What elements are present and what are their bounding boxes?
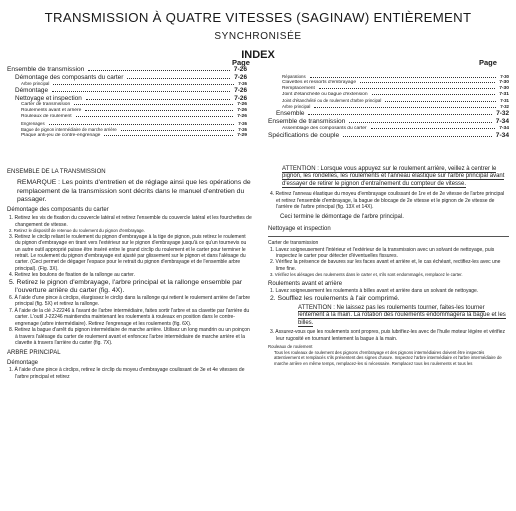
dot-leader	[74, 104, 233, 105]
toc-entry-title: Joint d'étanchéité ou bague d'extension	[282, 92, 368, 98]
dot-leader	[343, 136, 492, 137]
dot-leader	[121, 130, 235, 131]
toc-entry	[268, 118, 509, 126]
dot-leader	[88, 70, 229, 71]
attention-text: ATTENTION : Ne laissez pas les roulements tourner, faites-les tourner lentement à la main. La rotation des roulements endommagera la bague et les billes.	[298, 304, 506, 326]
dot-leader	[308, 114, 492, 115]
toc-entry	[268, 110, 509, 117]
dot-leader	[360, 82, 495, 83]
toc-entry-title: Ensemble de transmission	[268, 117, 346, 125]
page-column-label-left: Page	[232, 58, 250, 67]
toc-entry-title: Réparations	[282, 74, 306, 79]
toc-entry	[7, 74, 247, 81]
toc-entry-title: Démontage	[15, 87, 49, 95]
toc-entry	[7, 66, 247, 74]
subsection-heading: Démontage des composants du carter	[7, 207, 109, 214]
step-4: 4. Retirez les boulons de fixation de la rallonge au carter.	[9, 272, 135, 279]
toc-entry	[7, 87, 247, 94]
toc-entry-page: 7-26	[238, 120, 247, 126]
dot-leader	[319, 88, 495, 89]
dot-leader	[127, 78, 230, 79]
dot-leader	[349, 122, 491, 123]
subsection-heading: Roulements avant et arrière	[268, 280, 343, 287]
toc-left	[7, 66, 247, 139]
toc-entry-title: Joint d'étanchéité ou de roulement d'arbre principal	[282, 98, 382, 104]
toc-entry-page: 7-34	[499, 125, 509, 131]
toc-entry-page: 7-34	[495, 117, 509, 125]
toc-entry-title: Spécifications de couple	[268, 131, 340, 139]
step-3: 3. Retirez le circlip reliant le roulement du pignon d'embrayage à la tige de pignon, puis retirez le roulement du pignon d'embrayage en tirant vers l'extérieur sur le pignon d'embrayage jusqu'à ce qu'un tournevis ou un autre outil approprié puisse être inséré entre le grand circlip du roulement et le carter pour terminer le retrait. Le roulement du pignon d'embrayage est ajusté par glissement sur le pignon et dans l'alésage du carter. (Ceci permet de dégager l'espace pour le retrait du pignon d'embrayage et de l'ensemble arbre principal). (Fig. 3X).	[9, 233, 247, 272]
step-5: 5. Retirez le pignon d'embrayage, l'arbre principal et la rallonge ensemble par l'ouverture arrière du carter (fig. 4X).	[9, 278, 243, 294]
subsection-heading: Rouleaux de roulement	[268, 343, 313, 349]
dot-leader	[314, 107, 496, 108]
toc-entry-page: 7-32	[496, 110, 509, 118]
toc-entry-title: Carter de transmission	[21, 102, 71, 108]
toc-entry-title: Nettoyage et inspection	[15, 94, 82, 102]
toc-entry-page: 7-26	[234, 87, 247, 95]
toc-entry-page: 7-26	[233, 66, 247, 73]
bearing-step-1: 1. Lavez soigneusement les roulements à billes avant et arrière dans un solvant de nettoyage.	[270, 288, 479, 295]
dot-leader	[385, 101, 496, 102]
remark-note: REMARQUE : Les points d'entretien et de réglage ainsi que les opérations de remplacement de la transmission sont décrits dans le manuel d'entretien du passager.	[17, 179, 251, 203]
step-6: 6. À l'aide d'une pince à circlips, élargissez le circlip dans la rallonge qui retient le roulement arrière de l'arbre principal (fig. 5X) et retirez la rallonge.	[9, 295, 251, 308]
toc-entry-page: 7-26	[234, 94, 247, 102]
toc-entry-title: Bague de pignon intermédiaire de marche arrière	[21, 126, 117, 132]
toc-entry	[7, 95, 247, 102]
step-1: 1. À l'aide d'une pince à circlips, retirez le circlip du moyeu d'embrayage coulissant de 3e et 4e vitesses de l'arbre principal et retirez	[9, 367, 245, 380]
step-8: 8. Retirez la bague d'arrêt du pignon intermédiaire de marche arrière. Utilisez un long mandrin ou un poinçon à travers l'alésage du carter de roulement avant et enfoncez l'arbre intermédiaire de marche arrière et la clavette à travers l'arrière du carter (fig. 7X).	[9, 327, 250, 346]
attention-note	[268, 166, 509, 188]
subsection-heading: Carter de transmission	[268, 240, 319, 247]
dot-leader	[76, 116, 234, 117]
subsection-heading: Démontage	[7, 359, 39, 366]
dot-leader	[310, 77, 497, 78]
toc-entry-page: 7-26	[237, 114, 247, 120]
toc-entry-page: 7-30	[500, 74, 509, 79]
toc-entry-page: 7-31	[499, 92, 509, 98]
toc-entry-page: 7-26	[238, 126, 247, 132]
case-step-3: 3. Vérifiez les alésages des roulements dans le carter et, s'ils sont endommagés, remplacez le carter.	[270, 272, 463, 278]
dot-leader	[49, 124, 235, 125]
step-2: 2. Retirez le dispositif de retenue du roulement du pignon d'embrayage.	[9, 228, 146, 234]
toc-entry-page: 7-32	[500, 104, 509, 110]
toc-right	[268, 74, 509, 140]
toc-entry-title: Assemblage des composants du carter	[282, 125, 367, 131]
case-step-2: 2. Vérifiez la présence de bavures sur les faces avant et arrière et, le cas échéant, rectifiez-les avec une lime fine.	[270, 259, 501, 272]
left-column	[7, 166, 252, 380]
toc-entry-page: 7-30	[499, 80, 509, 85]
toc-entry-title: Arbre principal	[282, 104, 311, 110]
toc-entry-title: Roulements avant et arrière	[21, 108, 82, 114]
toc-entry-title: Engrenages	[21, 120, 45, 126]
page-title: TRANSMISSION À QUATRE VITESSES (SAGINAW) ENTIÈREMENT	[44, 10, 472, 25]
divider	[268, 236, 509, 237]
toc-entry-page: 7-31	[500, 98, 509, 104]
section-heading: ARBRE PRINCIPAL	[7, 350, 61, 357]
toc-entry-page: 7-29	[237, 132, 247, 138]
toc-entry	[7, 133, 247, 139]
step-1: 1. Retirez les vis de fixation du couvercle latéral et retirez l'ensemble du couvercle latéral et les fourchettes de changement de vitesse.	[9, 215, 252, 228]
step-7: 7. À l'aide de la clé J-22246 à l'avant de l'arbre intermédiaire, faites sortir l'arbre et sa clavette par l'arrière du carter. L'outil J-22246 maintiendra maintenant les roulements à rouleaux en position dans le contre-engrenage (arbre intermédiaire). Retirez l'engrenage et les roulements (fig. 6X).	[9, 307, 250, 327]
toc-entry-page: 7-26	[238, 81, 247, 87]
toc-entry-page: 7-26	[237, 102, 247, 108]
step-4: 4. Retirez l'anneau élastique du moyeu d'embrayage coulissant de 1re et de 2e vitesse de l'arbre principal et retirez l'ensemble d'embrayage, la bague de blocage de 2e vitesse et le pignon de 2e vitesse de l'arrière de l'arbre principal (fig. 13X et 14X).	[270, 191, 505, 211]
toc-entry-title: Ensemble	[276, 110, 305, 118]
toc-entry-page: 7-26	[234, 74, 247, 81]
subsection-heading: Nettoyage et inspection	[268, 225, 331, 232]
right-column	[268, 166, 509, 366]
toc-entry	[268, 132, 509, 140]
index-heading: INDEX	[241, 49, 275, 61]
section-heading: ENSEMBLE DE LA TRANSMISSION	[7, 169, 106, 175]
page-subtitle: SYNCHRONISÉE	[214, 31, 302, 42]
attention-note	[268, 305, 509, 327]
dot-leader	[372, 94, 496, 95]
toc-entry-title: Clavettes et ressorts d'embrayage	[282, 80, 357, 85]
toc-entry-page: 7-30	[499, 86, 509, 92]
dot-leader	[371, 128, 496, 129]
toc-entry-page: 7-26	[237, 108, 247, 114]
dot-leader	[53, 84, 234, 85]
page-column-label-right: Page	[479, 58, 497, 67]
done-note: Ceci termine le démontage de l'arbre principal.	[280, 214, 404, 221]
dot-leader	[85, 110, 233, 111]
dot-leader	[86, 99, 230, 100]
toc-entry-title: Arbre principal	[21, 81, 50, 87]
attention-text: ATTENTION : Lorsque vous appuyez sur le roulement arrière, veillez à centrer le pignon, les rondelles, les roulements et l'anneau élastique sur l'arbre principal avant d'essayer de retirer le pignon d'entraînement du compteur de vitesse.	[282, 166, 505, 187]
toc-entry-title: Ensemble de transmission	[7, 66, 85, 73]
dot-leader	[104, 135, 233, 136]
bearing-step-3: 3. Assurez-vous que les roulements sont propres, puis lubrifiez-les avec de l'huile moteur légère et vérifiez leur rugosité en tournant lentement la bague à la main.	[270, 329, 505, 342]
bearing-step-2: 2. Soufflez les roulements à l'air comprimé.	[270, 294, 400, 302]
toc-entry-title: Remplacement	[282, 86, 315, 92]
toc-entry-page: 7-34	[495, 131, 509, 139]
toc-entry-title: Démontage des composants du carter	[15, 74, 124, 81]
dot-leader	[52, 91, 230, 92]
case-step-1: 1. Lavez soigneusement l'intérieur et l'extérieur de la transmission avec un solvant de nettoyage, puis inspectez le carter pour détecter d'éventuelles fissures.	[270, 246, 495, 260]
rollers-paragraph: Tous les rouleaux de roulement des pignons d'embrayage et des pignons intermédiaires doivent être inspectés attentivement et remplacés s'ils présentent des signes d'usure. Inspectez l'arbre intermédiaire et l'arbre intermédiaire de marche arrière en même temps, remplacez-les si nécessaire. Remplacez tous les roulements et tous les	[274, 349, 502, 366]
toc-entry-title: Plaque anti-jeu de contre-engrenage	[21, 132, 101, 138]
toc-entry-title: Rouleaux de roulement	[21, 114, 72, 120]
